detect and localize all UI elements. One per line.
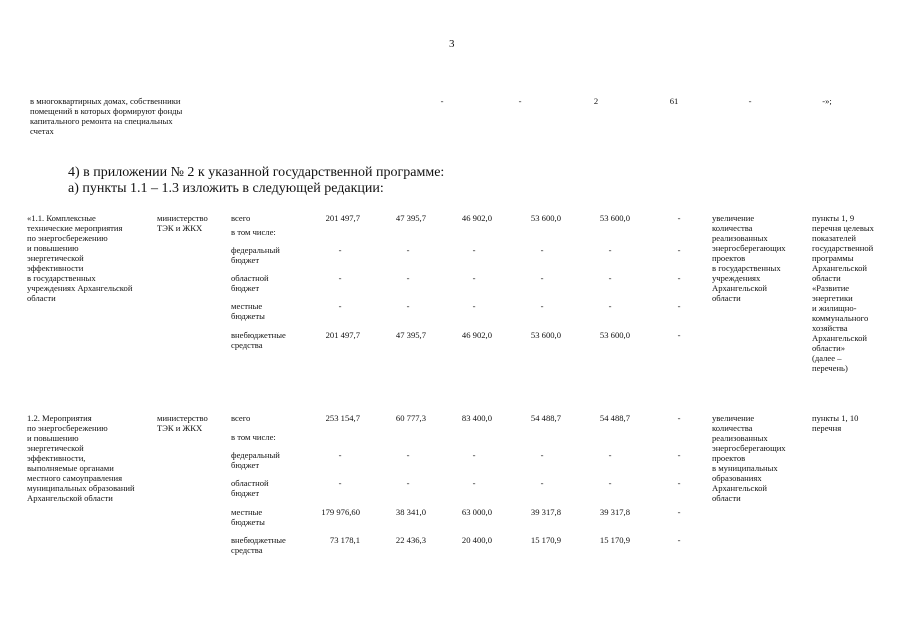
source-label: областной бюджет bbox=[231, 273, 269, 293]
source-label: внебюджетные средства bbox=[231, 330, 286, 350]
value-cell: 73 178,1 bbox=[329, 535, 360, 545]
row-executor: министерство ТЭК и ЖКХ bbox=[157, 213, 208, 233]
row-executor: министерство ТЭК и ЖКХ bbox=[157, 413, 208, 433]
continuation-value: - bbox=[518, 96, 522, 106]
value-cell: - bbox=[677, 478, 681, 488]
value-cell: 46 902,0 bbox=[461, 330, 492, 340]
source-label: федеральный бюджет bbox=[231, 450, 280, 470]
value-cell: 38 341,0 bbox=[395, 507, 426, 517]
value-cell: 63 000,0 bbox=[461, 507, 492, 517]
value-cell: 15 170,9 bbox=[599, 535, 630, 545]
amendment-instruction: а) пункты 1.1 – 1.3 изложить в следующей редакции: bbox=[68, 181, 384, 196]
value-cell: - bbox=[338, 301, 342, 311]
source-label: местные бюджеты bbox=[231, 507, 265, 527]
source-label: местные бюджеты bbox=[231, 301, 265, 321]
value-cell: 15 170,9 bbox=[530, 535, 561, 545]
value-cell: - bbox=[472, 450, 476, 460]
page-number: 3 bbox=[449, 38, 455, 50]
value-cell: 20 400,0 bbox=[461, 535, 492, 545]
value-cell: - bbox=[677, 213, 681, 223]
value-cell: 179 976,60 bbox=[321, 507, 360, 517]
continuation-text: в многоквартирных домах, собственники помещений в которых формируют фонды капитального ремонта на специальных счетах bbox=[30, 96, 183, 136]
value-cell: 54 488,7 bbox=[530, 413, 561, 423]
value-cell: - bbox=[472, 245, 476, 255]
source-label: федеральный бюджет bbox=[231, 245, 280, 265]
value-cell: 54 488,7 bbox=[599, 413, 630, 423]
value-cell: - bbox=[608, 450, 612, 460]
value-cell: - bbox=[338, 273, 342, 283]
value-cell: - bbox=[608, 301, 612, 311]
row-name: 1.2. Мероприятия по энергосбережению и повышению энергетической эффективности, выполняемые органами местного самоуправления муниципальных образований Архангельской области bbox=[27, 413, 135, 503]
value-cell: - bbox=[540, 245, 544, 255]
value-cell: - bbox=[540, 478, 544, 488]
value-cell: 53 600,0 bbox=[530, 330, 561, 340]
value-cell: - bbox=[677, 507, 681, 517]
continuation-value: - bbox=[748, 96, 752, 106]
continuation-value: 61 bbox=[669, 96, 679, 106]
value-cell: 201 497,7 bbox=[325, 330, 360, 340]
value-cell: - bbox=[677, 273, 681, 283]
continuation-value: 2 bbox=[593, 96, 599, 106]
value-cell: - bbox=[406, 301, 410, 311]
source-label: областной бюджет bbox=[231, 478, 269, 498]
source-label: всего bbox=[231, 213, 251, 223]
value-cell: - bbox=[677, 413, 681, 423]
value-cell: - bbox=[677, 330, 681, 340]
value-cell: - bbox=[608, 273, 612, 283]
value-cell: 253 154,7 bbox=[325, 413, 360, 423]
value-cell: 53 600,0 bbox=[530, 213, 561, 223]
amendment-instruction: 4) в приложении № 2 к указанной государственной программе: bbox=[68, 165, 445, 180]
value-cell: - bbox=[677, 535, 681, 545]
value-cell: 201 497,7 bbox=[325, 213, 360, 223]
row-indicator-link: пункты 1, 10 перечня bbox=[812, 413, 859, 433]
value-cell: - bbox=[406, 245, 410, 255]
value-cell: 53 600,0 bbox=[599, 330, 630, 340]
value-cell: - bbox=[677, 450, 681, 460]
source-label: в том числе: bbox=[231, 432, 276, 442]
value-cell: - bbox=[608, 478, 612, 488]
value-cell: - bbox=[472, 301, 476, 311]
value-cell: - bbox=[677, 301, 681, 311]
row-result: увеличение количества реализованных энергосберегающих проектов в муниципальных образованиях Архангельской области bbox=[712, 413, 786, 503]
value-cell: - bbox=[472, 273, 476, 283]
value-cell: - bbox=[406, 273, 410, 283]
value-cell: 46 902,0 bbox=[461, 213, 492, 223]
value-cell: - bbox=[406, 450, 410, 460]
value-cell: 60 777,3 bbox=[395, 413, 426, 423]
value-cell: 47 395,7 bbox=[395, 330, 426, 340]
continuation-value: -»; bbox=[822, 96, 832, 106]
row-indicator-link: пункты 1, 9 перечня целевых показателей государственной программы Архангельской области «Развитие энергетики и жилищно- коммунального хозяйства Архангельской области» (далее – перечень) bbox=[812, 213, 874, 373]
value-cell: 39 317,8 bbox=[599, 507, 630, 517]
value-cell: 47 395,7 bbox=[395, 213, 426, 223]
source-label: внебюджетные средства bbox=[231, 535, 286, 555]
value-cell: - bbox=[540, 273, 544, 283]
source-label: в том числе: bbox=[231, 227, 276, 237]
source-label: всего bbox=[231, 413, 251, 423]
value-cell: - bbox=[608, 245, 612, 255]
value-cell: - bbox=[472, 478, 476, 488]
value-cell: - bbox=[338, 450, 342, 460]
value-cell: 22 436,3 bbox=[395, 535, 426, 545]
value-cell: - bbox=[540, 450, 544, 460]
value-cell: - bbox=[338, 478, 342, 488]
value-cell: - bbox=[406, 478, 410, 488]
value-cell: - bbox=[677, 245, 681, 255]
value-cell: 39 317,8 bbox=[530, 507, 561, 517]
value-cell: - bbox=[338, 245, 342, 255]
value-cell: - bbox=[540, 301, 544, 311]
row-result: увеличение количества реализованных энергосберегающих проектов в государственных учреждениях Архангельской области bbox=[712, 213, 786, 303]
continuation-value: - bbox=[440, 96, 444, 106]
value-cell: 83 400,0 bbox=[461, 413, 492, 423]
row-name: «1.1. Комплексные технические мероприятия по энергосбережению и повышению энергетической эффективности в государственных учреждениях Архангельской области bbox=[27, 213, 133, 303]
value-cell: 53 600,0 bbox=[599, 213, 630, 223]
